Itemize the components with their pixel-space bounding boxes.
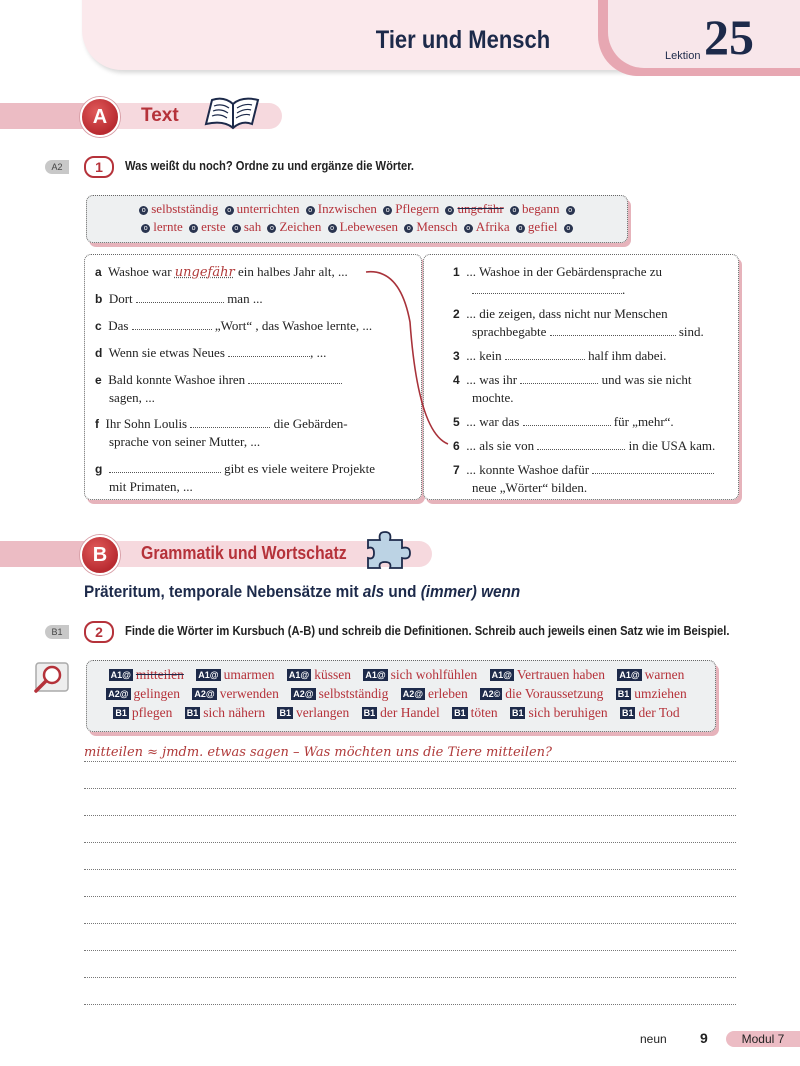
word-item-crossed: ungefähr [457,201,504,216]
match-item-3: 3 ... kein half ihm dabei. [453,348,667,363]
word-item: begann [521,201,560,216]
vocab-word: sich wohlfühlen [390,667,478,682]
writing-line [84,977,736,978]
exercise-number: 2 [84,621,114,643]
bullet-icon: o [445,206,454,215]
vocab-word: sich nähern [203,705,266,720]
section-b-badge: B [80,535,120,575]
bullet-icon: o [464,224,473,233]
vocab-word: verlangen [295,705,350,720]
vocab-word: gelingen [133,686,181,701]
match-item-g: g gibt es viele weitere Projekte mit Primaten, ... [95,461,375,494]
vocab-word-crossed: mitteilen [135,667,184,682]
section-b-title: Grammatik und Wortschatz [141,543,347,563]
section-a-bar [0,103,90,129]
bullet-icon: o [566,206,575,215]
bullet-icon: o [232,224,241,233]
bullet-icon: o [141,224,150,233]
word-item: Mensch [416,219,458,234]
bullet-icon: o [516,224,525,233]
lesson-number: 25 [704,9,754,65]
word-item: Lebewesen [339,219,399,234]
vocab-word: küssen [314,667,351,682]
example-answer: mitteilen ≈ jmdm. etwas sagen – Was möchten uns die Tiere mitteilen? [84,745,553,760]
lesson-label: Lektion [665,50,701,62]
bullet-icon: o [383,206,392,215]
match-item-e: e Bald konnte Washoe ihren sagen, ... [95,371,342,407]
level-tag: A2 [45,160,69,174]
vocab-row-1: A1@ mitteilen A1@ umarmen A1@ küssen A1@ sich wohlfühlen A1@ Vertrauen haben A1@ warnen [110,667,685,682]
vocab-word: der Tod [638,705,680,720]
section-b-bar [0,541,90,567]
word-item: lernte [153,219,183,234]
vocab-box [86,660,716,732]
match-item-c: c Das „Wort“ , das Washoe lernte, ... [95,318,373,333]
book-icon [202,94,264,134]
section-a-badge: A [80,97,120,137]
bullet-icon: o [189,224,198,233]
word-row-2 [87,219,627,235]
match-item-6: 6 ... als sie von in die USA kam. [453,438,716,453]
page-word: neun [640,1032,667,1046]
word-row-1 [87,201,627,217]
vocab-word: umziehen [634,686,687,701]
word-item: erste [201,219,226,234]
module-tag: Modul 7 [726,1031,800,1047]
word-item: unterrichten [236,201,300,216]
vocab-word: pflegen [131,705,173,720]
exercise-instruction: Was weißt du noch? Ordne zu und ergänze die Wörter. [125,158,415,173]
word-item: Inzwischen [317,201,377,216]
writing-line [84,923,736,924]
bullet-icon: o [306,206,315,215]
bullet-icon: o [404,224,413,233]
match-item-7: 7 ... konnte Washoe dafür neue „Wörter“ bilden. [453,461,714,497]
match-item-a: a Washoe war ungefähr ein halbes Jahr alt, ... [95,264,348,280]
word-item: Pflegern [395,201,440,216]
puzzle-icon [364,528,414,572]
grammar-heading: Präteritum, temporale Nebensätze mit als und (immer) wenn [84,582,521,601]
word-item: selbstständig [151,201,219,216]
vocab-word: töten [470,705,498,720]
bullet-icon: o [564,224,573,233]
match-item-d: d Wenn sie etwas Neues , ... [95,345,327,360]
match-item-f: f Ihr Sohn Loulis die Gebärden- sprache von seiner Mutter, ... [95,416,348,449]
vocab-word: erleben [427,686,468,701]
bullet-icon: o [139,206,148,215]
page-number: 9 [700,1030,708,1046]
vocab-word: Vertrauen haben [516,667,605,682]
vocab-word: selbstständig [318,686,389,701]
writing-line [84,950,736,951]
match-item-b: b Dort man ... [95,291,263,306]
writing-line [84,842,736,843]
exercise-number: 1 [84,156,114,178]
bullet-icon: o [510,206,519,215]
match-line [360,262,455,452]
match-item-4: 4 ... was ihr und was sie nicht mochte. [453,372,692,405]
vocab-word: warnen [644,667,685,682]
writing-line [84,896,736,897]
match-item-5: 5 ... war das für „mehr“. [453,414,674,429]
exercise-instruction: Finde die Wörter im Kursbuch (A-B) und schreib die Definitionen. Schreib auch jeweils einen Satz wie im Beispiel. [125,623,730,638]
word-box [86,195,628,243]
level-tag: B1 [45,625,69,639]
bullet-icon: o [225,206,234,215]
writing-line [84,788,736,789]
vocab-word: verwenden [219,686,279,701]
writing-line [84,815,736,816]
writing-line [84,1004,736,1005]
vocab-word: sich beruhigen [528,705,608,720]
word-item: gefiel [527,219,558,234]
writing-line [84,869,736,870]
vocab-word: die Voraussetzung [505,686,604,701]
word-item: Zeichen [279,219,322,234]
word-item: Afrika [475,219,510,234]
match-item-2: 2 ... die zeigen, dass nicht nur Menschen sprachbegabte sind. [453,306,704,339]
handwritten-answer: ungefähr [174,265,235,280]
header-banner [82,0,642,70]
magnifier-icon [30,661,70,695]
bullet-icon: o [328,224,337,233]
vocab-row-2: A2@ gelingen A2@ verwenden A2@ selbstständig A2@ erleben A2© die Voraussetzung B1 umziehen [108,686,687,701]
section-a-title: Text [141,105,179,126]
word-item: sah [243,219,262,234]
vocab-row-3: B1 pflegen B1 sich nähern B1 verlangen B1 der Handel B1 töten B1 sich beruhigen B1 der Tod [115,705,680,720]
bullet-icon: o [267,224,276,233]
match-item-1: 1 ... Washoe in der Gebärdensprache zu . [453,264,662,297]
vocab-word: umarmen [223,667,275,682]
page-title: Tier und Mensch [375,26,550,54]
writing-line [84,761,736,762]
vocab-word: der Handel [380,705,440,720]
